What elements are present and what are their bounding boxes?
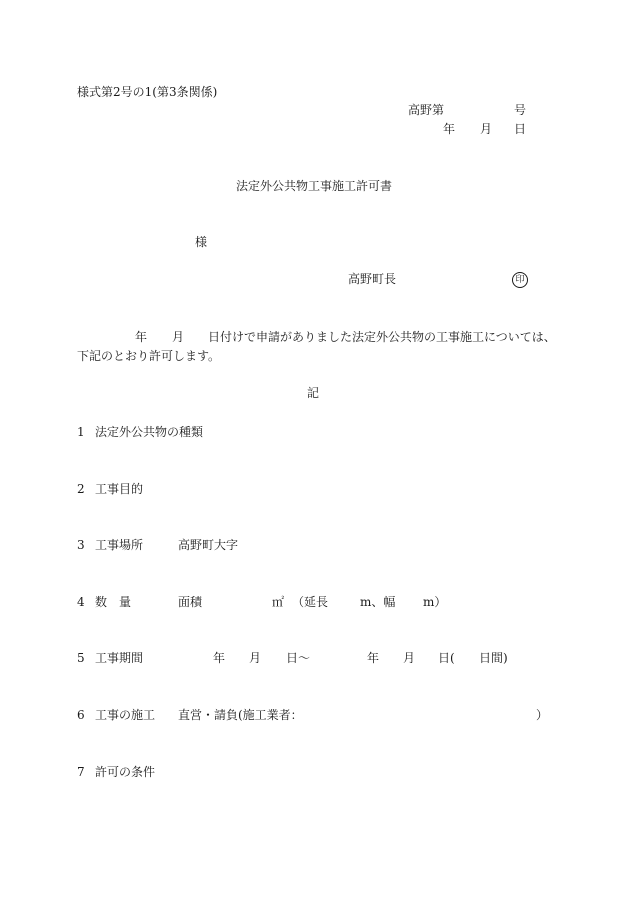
item-4-extension: （延長 (292, 595, 329, 609)
item-5-start-day: 日～ (286, 651, 311, 665)
item-1-label: 法定外公共物の種類 (95, 425, 204, 439)
item-5-number: 5 (77, 651, 85, 665)
ref-suffix: 号 (514, 103, 527, 117)
item-5-end-year: 年 (367, 651, 380, 665)
item-5-end-month: 月 (403, 651, 416, 665)
body-line2: 下記のとおり許可します。 (77, 349, 221, 363)
item-3-value: 高野町大字 (178, 538, 239, 552)
item-5-start-year: 年 (213, 651, 226, 665)
issuer: 高野町長 (348, 272, 397, 286)
ki-mark: 記 (307, 386, 320, 400)
date-day: 日 (514, 122, 527, 136)
item-6-value: 直営・請負(施工業者： (178, 708, 303, 722)
date-month: 月 (480, 122, 493, 136)
body-month: 月 (172, 330, 185, 344)
item-2-label: 工事目的 (95, 482, 144, 496)
item-6-label: 工事の施工 (95, 708, 156, 722)
item-4-width-close: m） (423, 595, 447, 609)
item-5-end-day: 日( (438, 651, 455, 665)
seal-mark: 印 (512, 272, 528, 288)
body-line1: 日付けで申請がありました法定外公共物の工事施工については、 (208, 330, 556, 344)
item-5-days-close: 日間) (479, 651, 508, 665)
date-year: 年 (443, 122, 456, 136)
item-4-number: 4 (77, 595, 85, 609)
item-4-extension-unit: m、幅 (360, 595, 396, 609)
item-4-area-unit: ㎡ (272, 595, 285, 609)
item-5-start-month: 月 (249, 651, 262, 665)
recipient-honorific: 様 (195, 235, 208, 249)
item-5-label: 工事期間 (95, 651, 144, 665)
form-header: 様式第2号の1(第3条関係) (77, 85, 218, 99)
item-3-label: 工事場所 (95, 538, 144, 552)
item-6-close: ） (536, 708, 549, 722)
ref-prefix: 高野第 (408, 103, 445, 117)
item-7-label: 許可の条件 (95, 765, 156, 779)
document-title: 法定外公共物工事施工許可書 (236, 179, 393, 193)
item-4-area-label: 面積 (178, 595, 203, 609)
item-3-number: 3 (77, 538, 85, 552)
body-year: 年 (135, 330, 148, 344)
item-6-number: 6 (77, 708, 85, 722)
item-1-number: 1 (77, 425, 85, 439)
item-4-label: 数 量 (95, 595, 132, 609)
item-7-number: 7 (77, 765, 85, 779)
item-2-number: 2 (77, 482, 85, 496)
